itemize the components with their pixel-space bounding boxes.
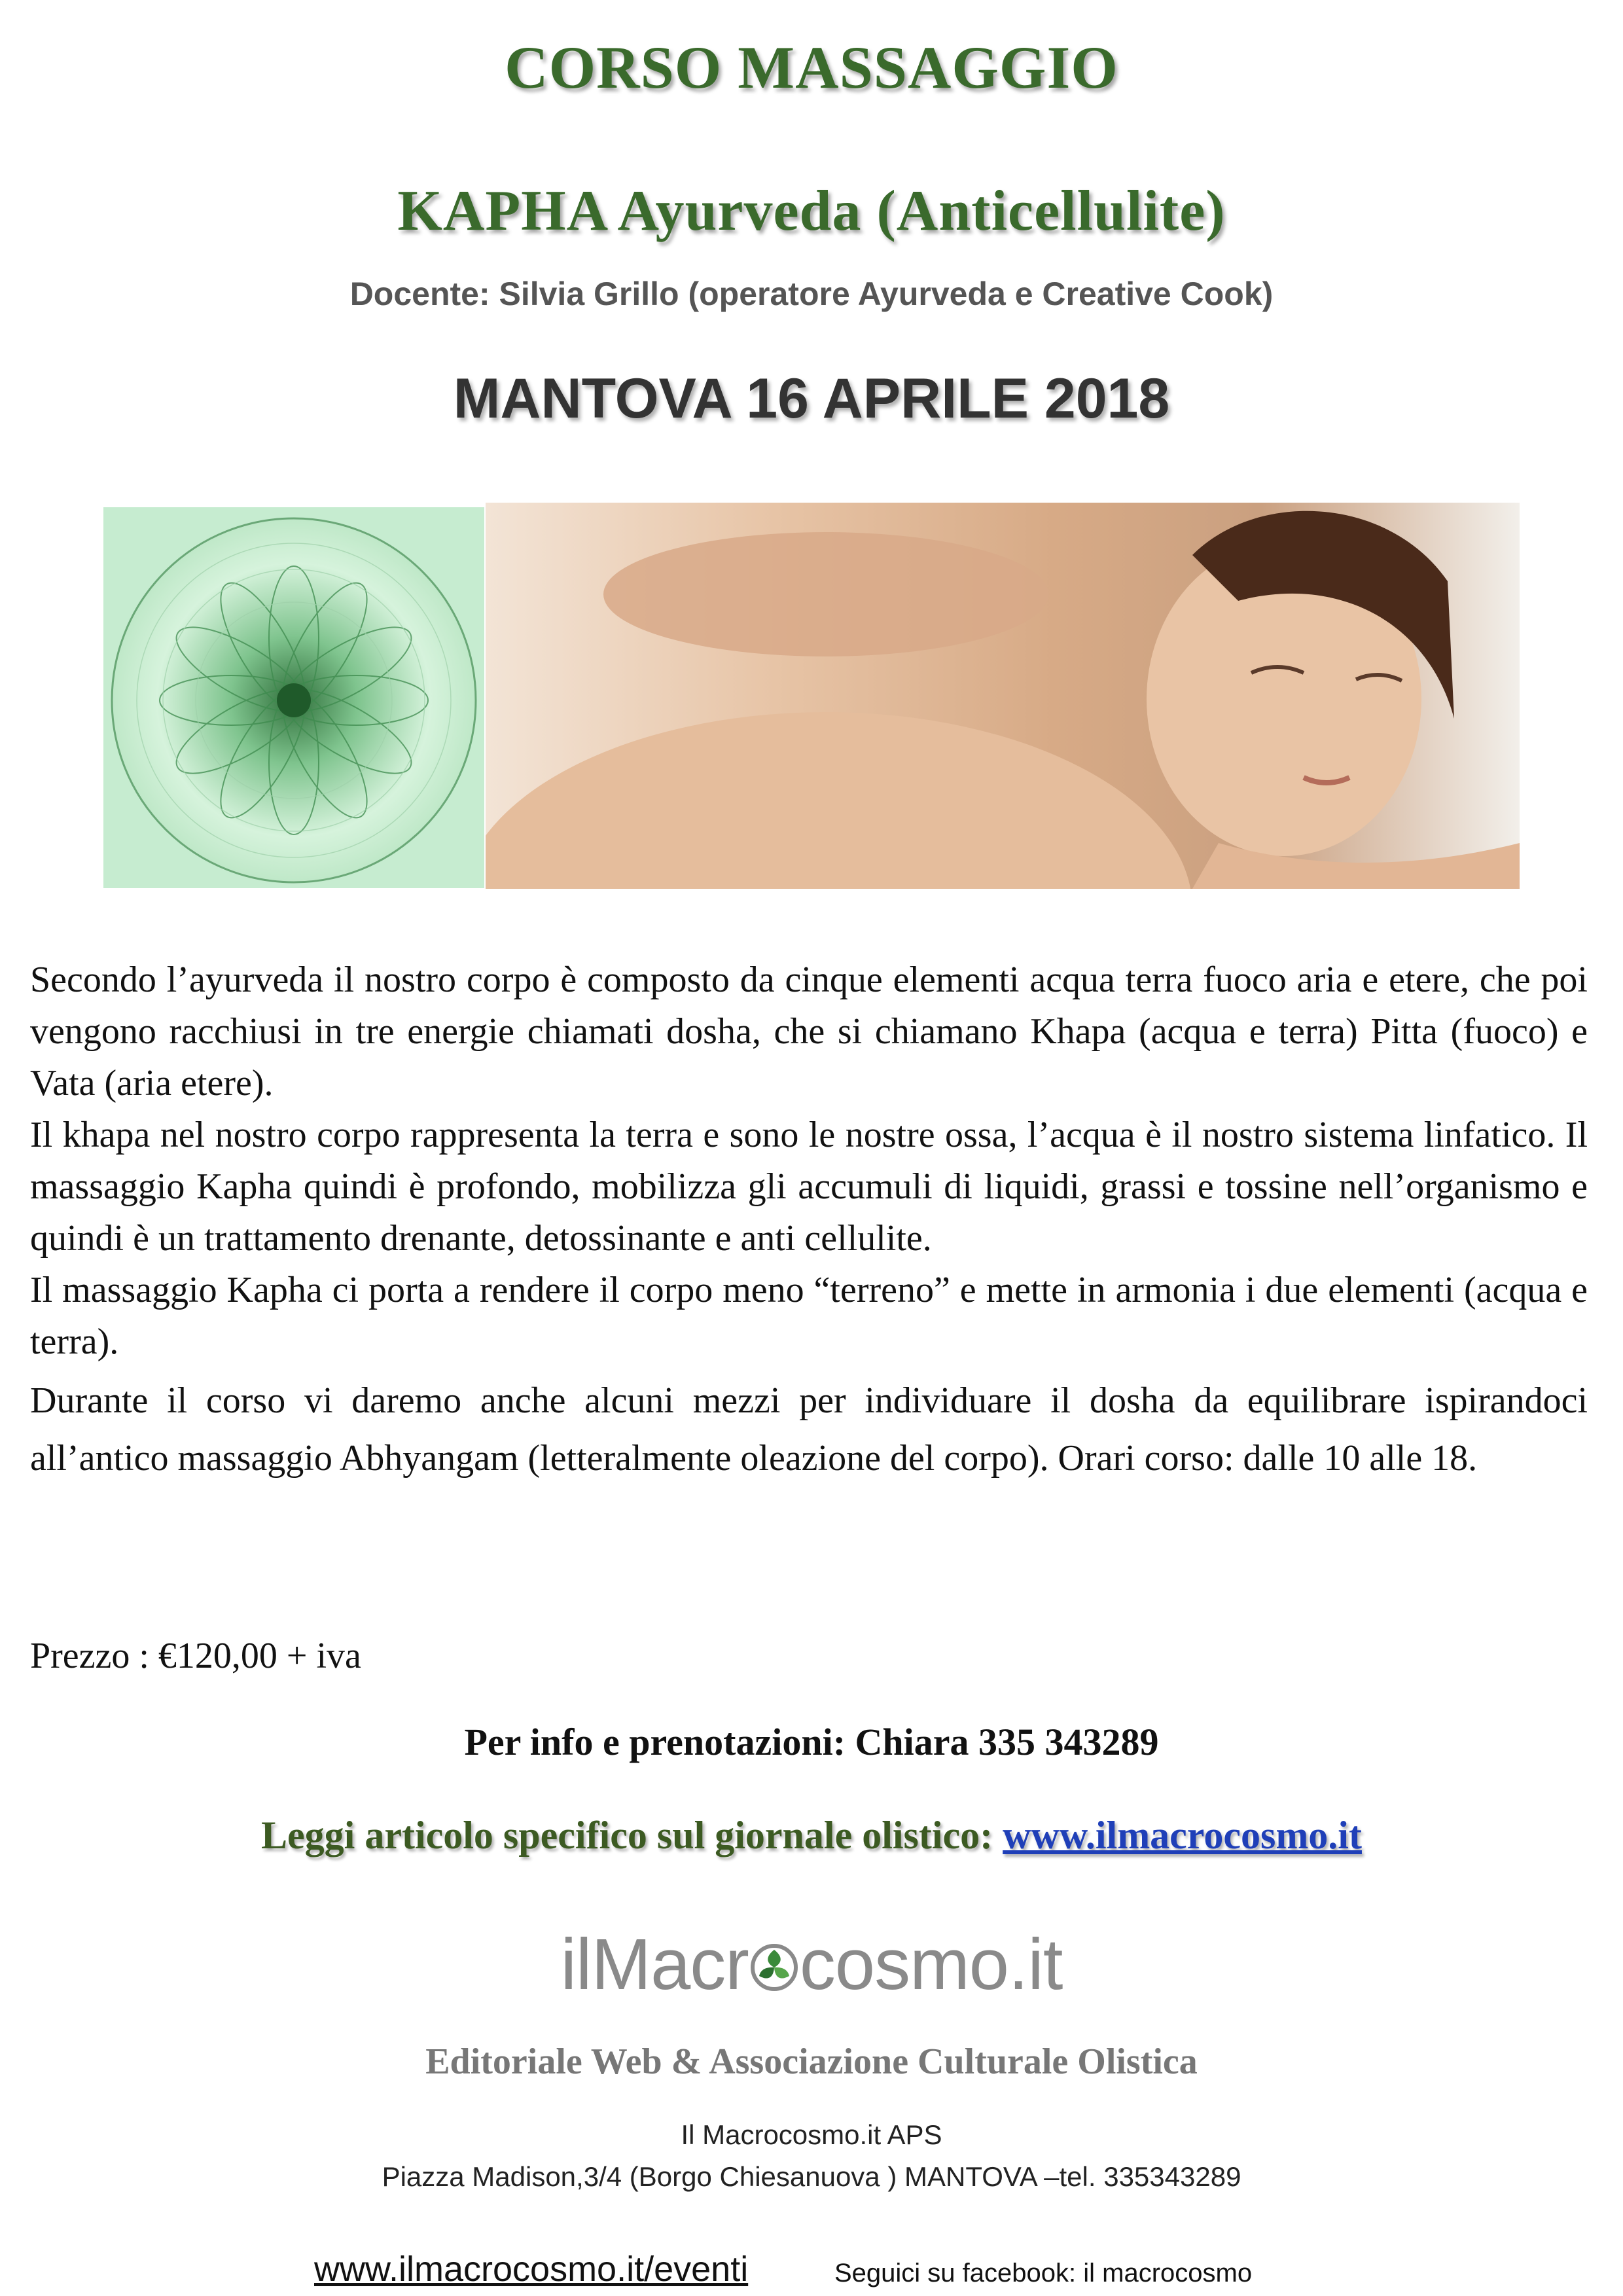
price: Prezzo : €120,00 + iva — [30, 1636, 361, 1676]
mandala-image — [103, 507, 484, 888]
paragraph-harmony: Il massaggio Kapha ci porta a rendere il corpo meno “terreno” e mette in armonia i due elementi (acqua e terra). — [30, 1270, 1588, 1362]
massage-photo — [486, 503, 1520, 889]
events-link[interactable]: www.ilmacrocosmo.it/eventi — [314, 2250, 749, 2289]
article-text: Leggi articolo specifico sul giornale olistico: — [261, 1814, 1003, 1857]
paragraph-kapha: Il khapa nel nostro corpo rappresenta la terra e sono le nostre ossa, l’acqua è il nostro sistema linfatico. Il massaggio Kapha quindi è profondo, mobilizza gli accumuli di liquidi, grassi e tossine nell’organismo e quindi è un trattamento drenante, detossinante e anti cellulite. — [30, 1115, 1588, 1259]
facebook-line: Seguici su facebook: il macrocosmo — [834, 2259, 1253, 2287]
mandala-graphic — [103, 507, 484, 888]
course-description — [30, 954, 1588, 1487]
article-link[interactable]: www.ilmacrocosmo.it — [1003, 1814, 1362, 1857]
page-subtitle: KAPHA Ayurveda (Anticellulite) — [397, 179, 1226, 243]
leaf-circle-icon — [749, 1923, 800, 2006]
logo-text-right: cosmo.it — [799, 1924, 1063, 2005]
paragraph-elements: Secondo l’ayurveda il nostro corpo è composto da cinque elementi acqua terra fuoco aria e etere, che poi vengono racchiusi in tre energie chiamati dosha, che si chiamano Khapa (acqua e terra) Pitta (fuoco) e Vata (aria etere). — [30, 960, 1588, 1103]
logo-text-left: ilMacr — [560, 1924, 749, 2005]
organization-name: Il Macrocosmo.it APS — [681, 2119, 942, 2150]
tagline: Editoriale Web & Associazione Culturale Olistica — [425, 2041, 1198, 2082]
paragraph-course: Durante il corso vi daremo anche alcuni mezzi per individuare il dosha da equilibrare ispirandoci all’antico massaggio Abhyangam (letteralmente oleazione del corpo). Orari corso: dalle 10 alle 18. — [30, 1380, 1588, 1479]
booking-info: Per info e prenotazioni: Chiara 335 343289 — [464, 1721, 1159, 1763]
teacher-line: Docente: Silvia Grillo (operatore Ayurveda e Creative Cook) — [349, 276, 1274, 312]
address: Piazza Madison,3/4 (Borgo Chiesanuova ) MANTOVA –tel. 335343289 — [382, 2161, 1241, 2192]
page-title: CORSO MASSAGGIO — [505, 34, 1118, 101]
article-line — [0, 1813, 1623, 1858]
logo — [0, 1923, 1623, 2006]
massage-photo-graphic — [486, 503, 1520, 889]
event-date: MANTOVA 16 APRILE 2018 — [453, 367, 1170, 430]
